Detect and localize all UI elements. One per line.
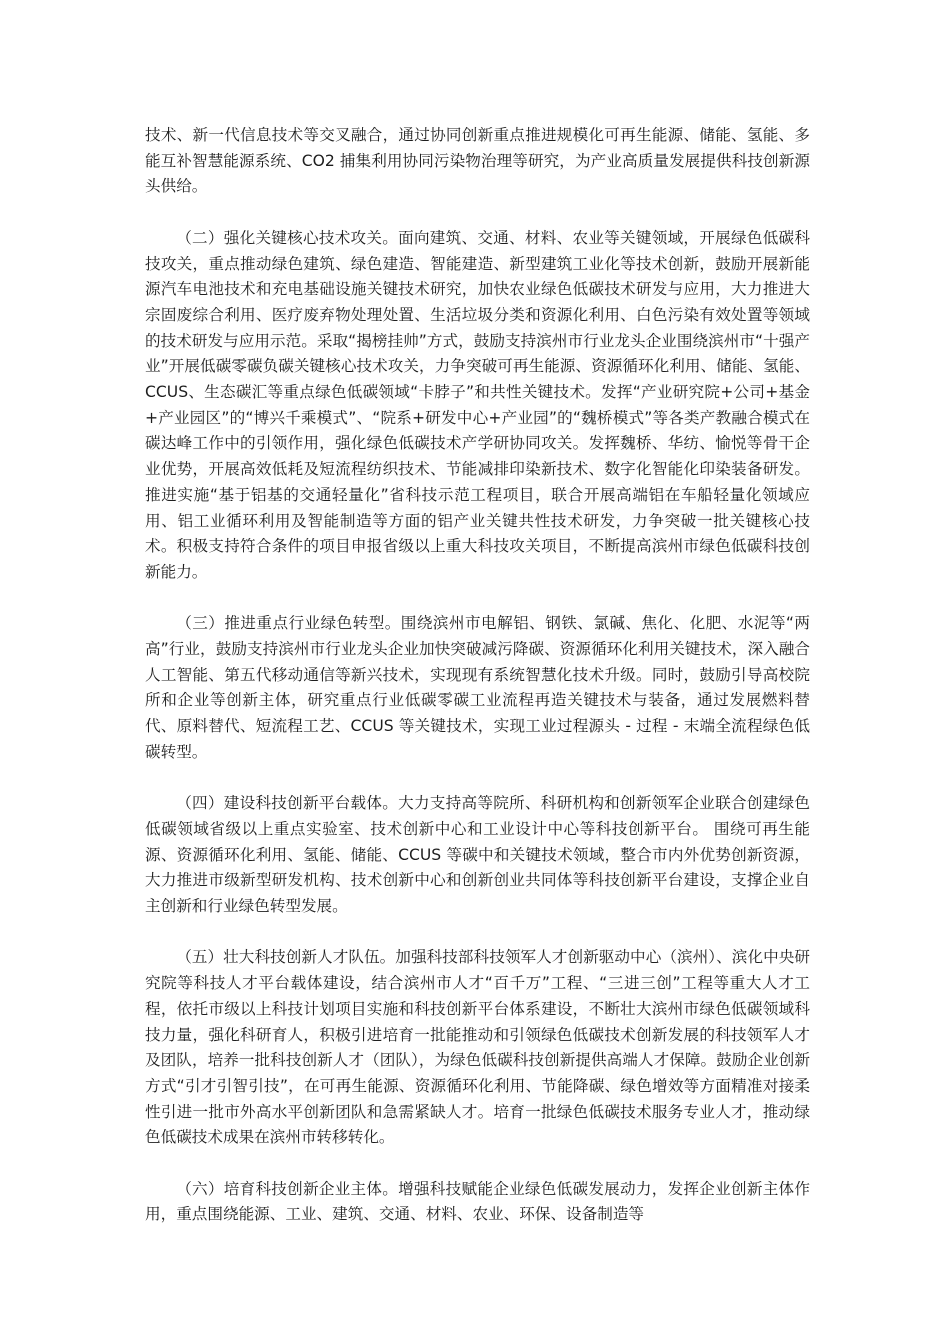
paragraph-section-2: （二）强化关键核心技术攻关。面向建筑、交通、材料、农业等关键领域，开展绿色低碳科技攻关，重点推动绿色建筑、绿色建造、智能建造、新型建筑工业化等技术创新，鼓励开展新能源汽车电池技术和充电基础设施关键技术研究，加快农业绿色低碳技术研发与应用，大力推进大宗固废综合利用、医疗废弃物处理处置、生活垃圾分类和资源化利用、白色污染有效处置等领域的技术研发与应用示范。采取“揭榜挂帅”方式，鼓励支持滨州市行业龙头企业围绕滨州市“十强产业”开展低碳零碳负碳关键核心技术攻关，力争突破可再生能源、资源循环化利用、储能、氢能、CCUS、生态碳汇等重点绿色低碳领域“卡脖子”和共性关键技术。发挥“产业研究院+公司+基金+产业园区”的“博兴千乘模式”、“院系+研发中心+产业园”的“魏桥模式”等各类产教融合模式在碳达峰工作中的引领作用，强化绿色低碳技术产学研协同攻关。发挥魏桥、华纺、愉悦等骨干企业优势，开展高效低耗及短流程纺织技术、节能减排印染新技术、数字化智能化印染装备研发。推进实施“基于铝基的交通轻量化”省科技示范工程项目，联合开展高端铝在车船轻量化领域应用、铝工业循环利用及智能制造等方面的铝产业关键共性技术研发，力争突破一批关键核心技术。积极支持符合条件的项目申报省级以上重大科技攻关项目，不断提高滨州市绿色低碳科技创新能力。 [145, 228, 810, 581]
paragraph-section-3: （三）推进重点行业绿色转型。围绕滨州市电解铝、钢铁、氯碱、焦化、化肥、水泥等“两高”行业，鼓励支持滨州市行业龙头企业加快突破减污降碳、资源循环化利用关键技术，深入融合人工智能、第五代移动通信等新兴技术，实现现有系统智慧化技术升级。同时，鼓励引导高校院所和企业等创新主体，研究重点行业低碳零碳工业流程再造关键技术与装备，通过发展燃料替代、原料替代、短流程工艺、CCUS 等关键技术，实现工业过程源头 - 过程 - 末端全流程绿色低碳转型。 [145, 614, 810, 761]
paragraph-section-6: （六）培育科技创新企业主体。增强科技赋能企业绿色低碳发展动力，发挥企业创新主体作用，重点围绕能源、工业、建筑、交通、材料、农业、环保、设备制造等 [145, 1179, 810, 1224]
paragraph-continuation: 技术、新一代信息技术等交叉融合，通过协同创新重点推进规模化可再生能源、储能、氢能、多能互补智慧能源系统、CO2 捕集利用协同污染物治理等研究，为产业高质量发展提供科技创新源头供给。 [145, 126, 810, 196]
document-page [145, 123, 810, 1254]
paragraph-section-4: （四）建设科技创新平台载体。大力支持高等院所、科研机构和创新领军企业联合创建绿色低碳领域省级以上重点实验室、技术创新中心和工业设计中心等科技创新平台。 围绕可再生能源、资源循环化利用、氢能、储能、CCUS 等碳中和关键技术领域，整合市内外优势创新资源，大力推进市级新型研发机构、技术创新中心和创新创业共同体等科技创新平台建设，支撑企业自主创新和行业绿色转型发展。 [145, 794, 810, 916]
paragraph-section-5: （五）壮大科技创新人才队伍。加强科技部科技领军人才创新驱动中心（滨州）、滨化中央研究院等科技人才平台载体建设，结合滨州市人才“百千万”工程、“三进三创”工程等重大人才工程，依托市级以上科技计划项目实施和科技创新平台体系建设，不断壮大滨州市绿色低碳领域科技力量，强化科研育人，积极引进培育一批能推动和引领绿色低碳技术创新发展的科技领军人才及团队，培养一批科技创新人才（团队），为绿色低碳科技创新提供高端人才保障。鼓励企业创新方式“引才引智引技”，在可再生能源、资源循环化利用、节能降碳、绿色增效等方面精准对接柔性引进一批市外高水平创新团队和急需紧缺人才。培育一批绿色低碳技术服务专业人才，推动绿色低碳技术成果在滨州市转移转化。 [145, 948, 810, 1147]
